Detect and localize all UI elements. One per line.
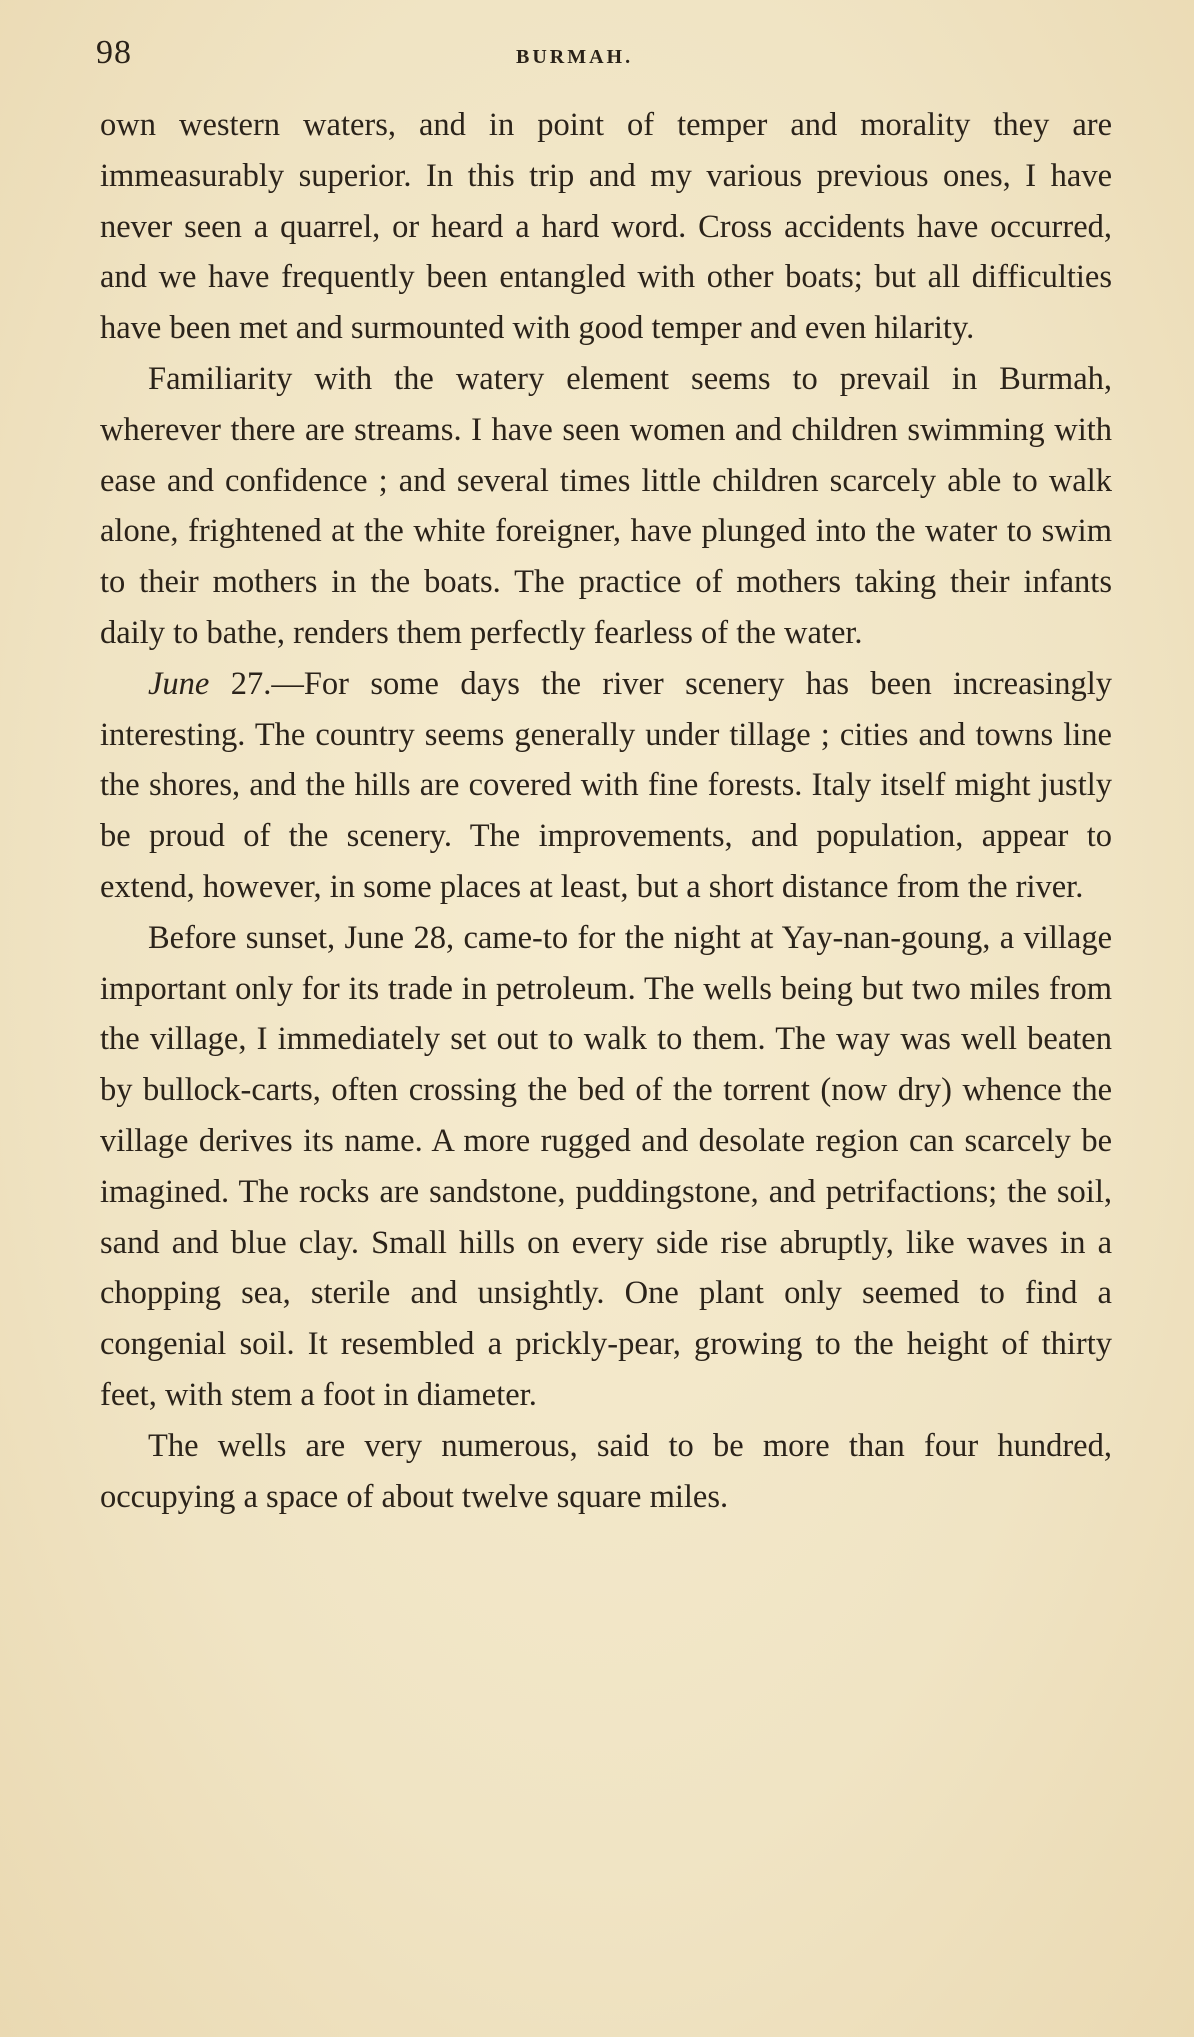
paragraph-text: Familiarity with the watery element seems to prevail in Burmah, wherever there are streams. I have seen women and children swimming with ease and confidence ; and several times little children scarcely able to walk alone, frightened at the white foreigner, have plunged into the water to swim to their mothers in the boats. The practice of mothers taking their infants daily to bathe, renders them perfectly fearless of the water.	[100, 360, 1112, 651]
paragraph	[100, 1421, 1112, 1523]
running-head: BURMAH.	[516, 46, 634, 68]
paragraph-text: Before sunset, June 28, came-to for the night at Yay-nan-goung, a village important only for its trade in petroleum. The wells being but two miles from the village, I immediately set out to walk to them. The way was well beaten by bullock-carts, often crossing the bed of the torrent (now dry) whence the village derives its name. A more rugged and desolate region can scarcely be imagined. The rocks are sandstone, puddingstone, and petrifactions; the soil, sand and blue clay. Small hills on every side rise abruptly, like waves in a chopping sea, sterile and unsightly. One plant only seemed to find a congenial soil. It resembled a prickly-pear, growing to the height of thirty feet, with stem a foot in diameter.	[100, 919, 1112, 1413]
paragraph-text: The wells are very numerous, said to be more than four hundred, occupying a space of about twelve square miles.	[100, 1427, 1112, 1515]
paragraph	[100, 354, 1112, 659]
paragraph-text: 27.—For some days the river scenery has been increasingly interesting. The country seems generally under tillage ; cities and towns line the shores, and the hills are covered with fine forests. Italy itself might justly be proud of the scenery. The improvements, and population, appear to extend, however, in some places at least, but a short distance from the river.	[100, 665, 1112, 905]
paragraph	[100, 913, 1112, 1421]
paragraph	[100, 659, 1112, 913]
paragraph	[100, 100, 1112, 354]
page-header	[96, 34, 1126, 78]
body-text	[100, 100, 1112, 1522]
date-lead: June	[148, 665, 210, 702]
paragraph-text: own western waters, and in point of temper and morality they are immeasurably superior. In this trip and my various previous ones, I have never seen a quarrel, or heard a hard word. Cross accidents have occurred, and we have frequently been entangled with other boats; but all difficulties have been met and surmounted with good temper and even hilarity.	[100, 107, 1112, 347]
page-number: 98	[96, 34, 132, 71]
